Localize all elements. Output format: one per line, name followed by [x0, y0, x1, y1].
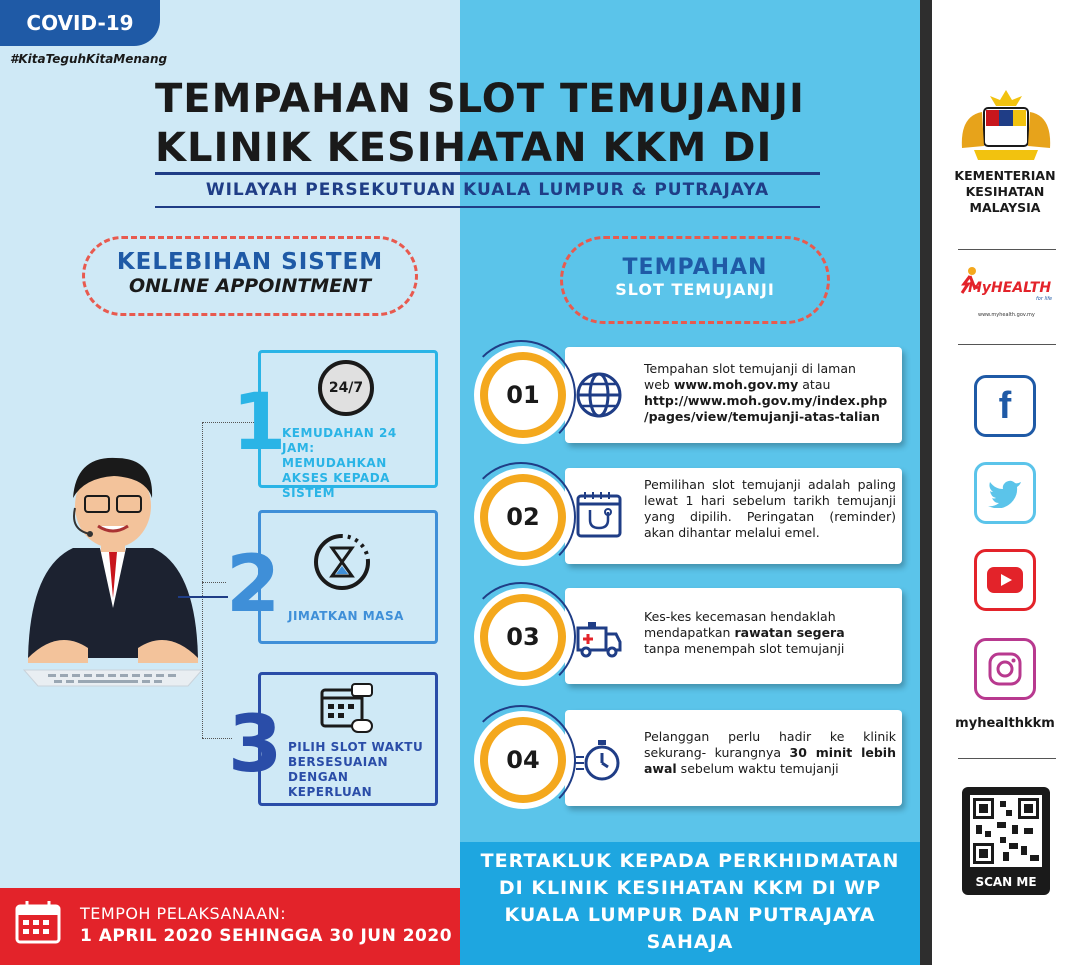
moh-link[interactable]: www.moh.gov.my: [673, 377, 799, 392]
booking-heading-line2: SLOT TEMUJANJI: [615, 280, 775, 299]
twitter-icon: [987, 478, 1023, 508]
benefit-number-2: 2: [226, 540, 281, 630]
hashtag: #KitaTeguhKitaMenang: [10, 52, 168, 66]
twitter-button[interactable]: [974, 462, 1036, 524]
sidebar-divider: [958, 758, 1056, 759]
ministry-line: KEMENTERIAN: [954, 168, 1056, 183]
benefit-number-1: 1: [232, 378, 287, 468]
myhealth-url[interactable]: www.myhealth.gov.my: [978, 312, 1035, 318]
myhealth-logo: MyHEALTH: [968, 280, 1052, 296]
benefit-3-line: DENGAN: [288, 770, 349, 784]
covid-badge: [0, 0, 160, 46]
benefit-number-3: 3: [228, 700, 283, 790]
covid-badge-label: COVID-19: [26, 11, 134, 35]
divider-strip: [920, 0, 932, 965]
step-4-text: sebelum waktu temujanji: [676, 761, 839, 776]
benefits-heading-line2: ONLINE APPOINTMENT: [128, 275, 372, 297]
calendar-icon: [14, 898, 62, 946]
calendar-stethoscope-icon: [574, 490, 624, 540]
step-number-badge-4: [480, 717, 566, 803]
booking-heading: [560, 236, 830, 324]
myhealth-tagline: for life: [1036, 296, 1053, 302]
period-label: TEMPOH PELAKSANAAN:: [80, 904, 287, 923]
step-3-emphasis: rawatan segera: [734, 625, 845, 640]
footer-note-line: TERTAKLUK KEPADA PERKHIDMATAN: [480, 850, 900, 872]
step-text-3: [644, 609, 896, 657]
step-3-text: tanpa menempah slot temujanji: [644, 641, 845, 656]
title-rule-top: [155, 172, 820, 175]
benefit-3-line: KEPERLUAN: [288, 785, 373, 799]
step-text-4: [644, 729, 896, 777]
ministry-line: MALAYSIA: [969, 200, 1041, 215]
step-1-text: atau: [798, 377, 831, 392]
step-text-1: [644, 361, 896, 425]
footer-note-line: KUALA LUMPUR DAN PUTRAJAYA: [504, 904, 876, 926]
facebook-button[interactable]: [974, 375, 1036, 437]
social-handle: myhealthkkm: [955, 716, 1055, 731]
temujanji-link-part1[interactable]: http://www.moh.gov.my/index.php: [644, 393, 888, 408]
benefit-text-2: [288, 609, 438, 624]
connector-line-2: [202, 582, 226, 583]
footer-note: [460, 848, 920, 956]
temujanji-link-part2[interactable]: /pages/view/temujanji-atas-talian: [644, 409, 880, 424]
benefits-heading: [82, 236, 418, 316]
period-dates: 1 APRIL 2020 SEHINGGA 30 JUN 2020: [80, 926, 453, 946]
step-text-2: Pemilihan slot temujanji adalah paling lewat 1 hari sebelum tarikh temujanji yang dipilih. Peringatan (reminder) akan dihantar melalui emel.: [644, 477, 896, 540]
sidebar-divider: [958, 344, 1056, 345]
step-3-text: Kes-kes kecemasan hendaklah: [644, 609, 836, 624]
ambulance-icon: [574, 612, 624, 662]
step-number-badge-3: [480, 594, 566, 680]
step-number-3: 03: [488, 602, 558, 672]
benefit-2-line: JIMATKAN MASA: [288, 609, 404, 623]
step-number-4: 04: [488, 725, 558, 795]
youtube-icon: [986, 566, 1024, 594]
step-number-badge-2: [480, 474, 566, 560]
benefit-1-line: AKSES KEPADA: [282, 471, 390, 485]
step-number-2: 02: [488, 482, 558, 552]
step-1-text: Tempahan slot temujanji di laman: [644, 361, 856, 376]
benefit-3-line: PILIH SLOT WAKTU: [288, 740, 424, 754]
benefit-text-1: [282, 426, 432, 501]
page-title-line1: TEMPAHAN SLOT TEMUJANJI: [155, 76, 805, 122]
connector-line-vertical: [202, 422, 203, 738]
step-4-emphasis: 30 minit lebih awal: [644, 745, 896, 776]
footer-note-line: DI KLINIK KESIHATAN KKM DI WP: [498, 877, 882, 899]
booking-heading-line1: TEMPAHAN: [622, 255, 768, 280]
footer-note-line: SAHAJA: [646, 931, 734, 953]
ministry-name: [940, 168, 1070, 216]
benefit-3-line: BERSESUAIAN: [288, 755, 389, 769]
youtube-button[interactable]: [974, 549, 1036, 611]
officer-illustration: [18, 448, 208, 688]
hourglass-icon: [312, 532, 372, 592]
page-subtitle: WILAYAH PERSEKUTUAN KUALA LUMPUR & PUTRAJAYA: [205, 180, 770, 200]
qr-code: [970, 795, 1042, 867]
step-number-badge-1: [480, 352, 566, 438]
sidebar-divider: [958, 249, 1056, 250]
page-title-line2: KLINIK KESIHATAN KKM DI: [155, 125, 773, 171]
step-4-text: Pelanggan perlu hadir ke klinik sekurang- kurangnya: [644, 729, 896, 760]
benefit-text-3: [288, 740, 438, 800]
benefits-heading-line1: KELEBIHAN SISTEM: [116, 249, 384, 275]
clock-24-7-icon: [318, 360, 374, 416]
calendar-chat-icon: [318, 680, 376, 738]
title-rule-bottom: [155, 206, 820, 208]
stopwatch-icon: [574, 735, 624, 785]
clock-24-7-label: 24/7: [328, 380, 364, 396]
qr-scan-label: SCAN ME: [975, 875, 1037, 889]
step-3-text: mendapatkan: [644, 625, 735, 640]
facebook-icon: f: [998, 384, 1012, 427]
benefit-1-line: KEMUDAHAN 24 JAM:: [282, 426, 397, 455]
step-number-1: 01: [488, 360, 558, 430]
benefit-1-line: MEMUDAHKAN: [282, 456, 387, 470]
globe-icon: [574, 370, 624, 420]
benefit-1-line: SISTEM: [282, 486, 336, 500]
malaysia-coat-of-arms-logo: [956, 86, 1056, 164]
person-connector: [178, 596, 228, 598]
step-1-text: web: [644, 377, 674, 392]
instagram-icon: [988, 652, 1022, 686]
ministry-line: KESIHATAN: [965, 184, 1045, 199]
instagram-button[interactable]: [974, 638, 1036, 700]
